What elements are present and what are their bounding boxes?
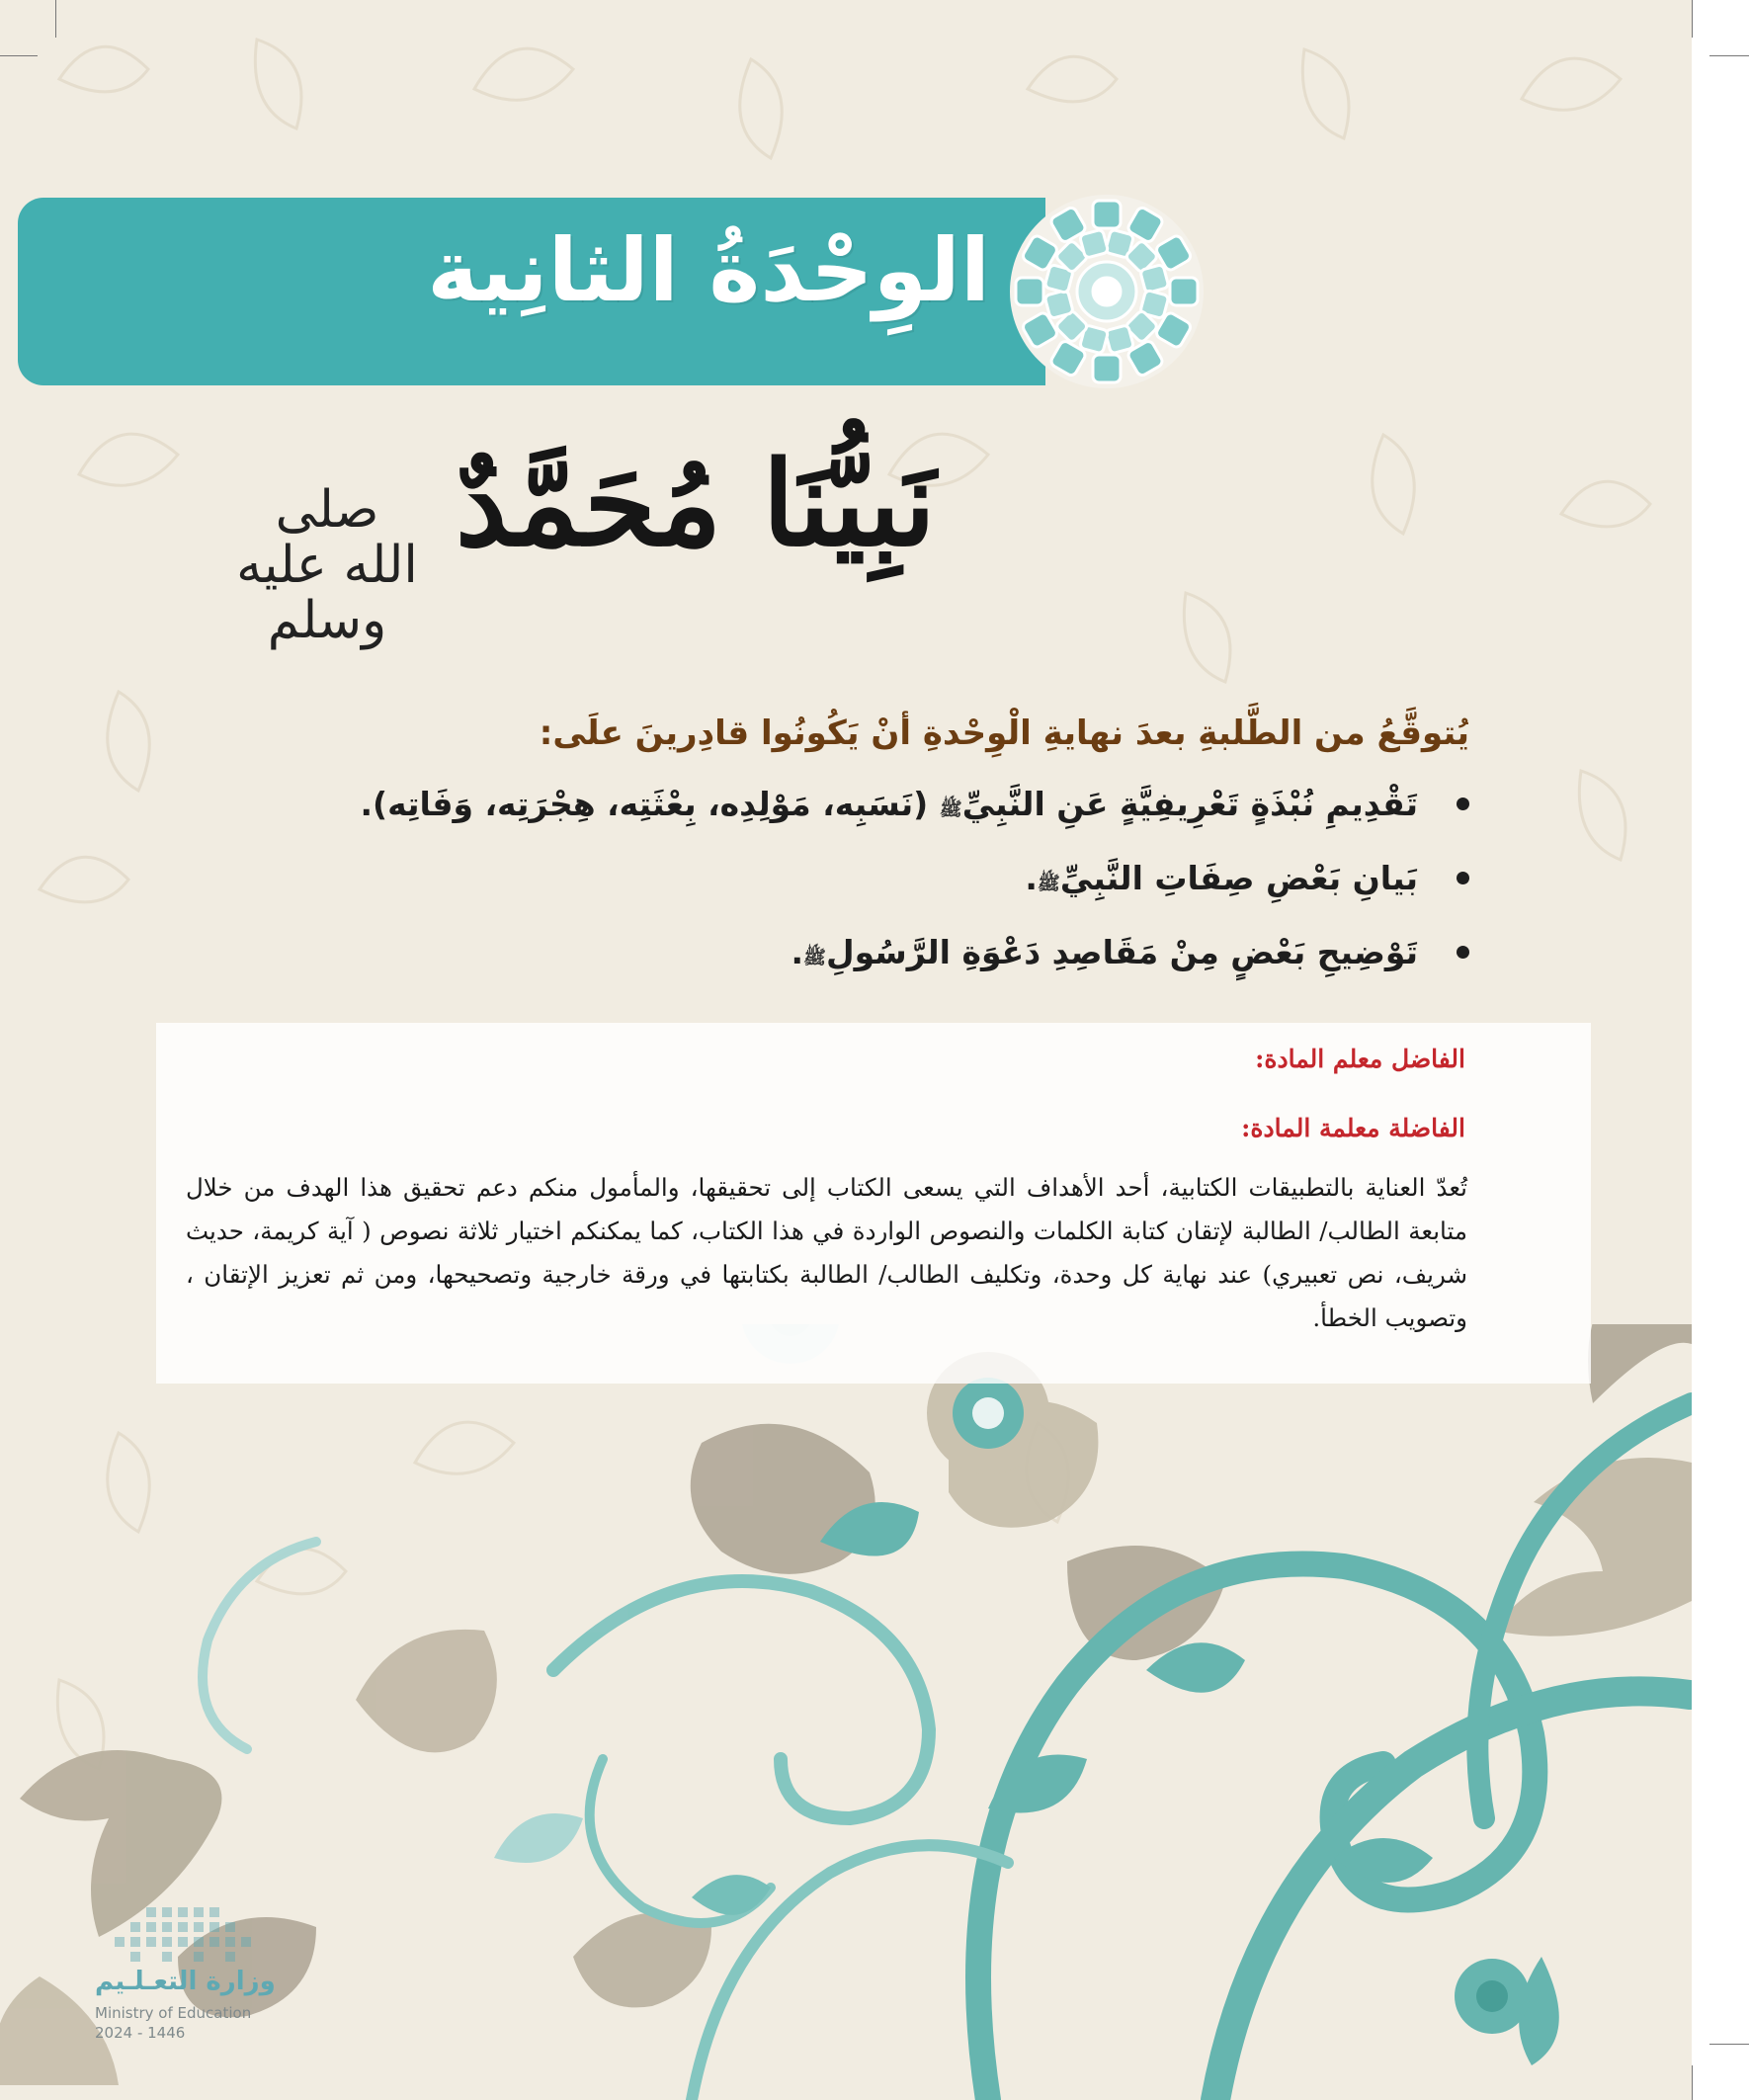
teacher-note-body: تُعدّ العناية بالتطبيقات الكتابية، أحد الأهداف التي يسعى الكتاب إلى تحقيقها، والمأمول منكم دعم تحقيق هذا الهدف من خلال متابعة الطالب/ الطالبة لإتقان كتابة الكلمات والنصوص الواردة في هذا الكتاب، كما يمكنكم اختيار ثلاثة نصوص ( آية كريمة، حديث شريف، نص تعبيري) عند نهاية كل وحدة، وتكليف الطالب/ الطالبة بكتابتها في ورقة خارجية وتصحيحها، ومن ثم تعزيز الإتقان ، وتصويب الخطأ. — [186, 1173, 1468, 1332]
ministry-name-english: Ministry of Education — [95, 2004, 252, 2022]
note-label-female-teacher: الفاضلة معلمة المادة: — [1241, 1114, 1465, 1142]
objective-text: تَقْدِيمِ نُبْذَةٍ تَعْرِيفِيَّةٍ عَنِ النَّبِيِّ — [961, 785, 1418, 823]
crop-mark — [0, 55, 38, 56]
objective-tail: . — [791, 933, 804, 971]
ministry-year: 2024 - 1446 — [95, 2024, 186, 2042]
honorific-mark: ﷺ — [939, 798, 962, 820]
honorific-mark: ﷺ — [803, 947, 826, 968]
unit-title: الوِحْدَةُ الثانِية — [427, 219, 990, 321]
teacher-note-box — [156, 1023, 1591, 1384]
crop-mark — [55, 0, 56, 38]
bullet-icon — [1457, 946, 1469, 959]
crop-mark — [1709, 55, 1749, 56]
lesson-title: نَبِيُّنَا مُحَمَّدٌ — [455, 435, 936, 572]
crop-mark — [1692, 0, 1693, 38]
lesson-title-honorific: صلى الله عليه وسلم — [236, 480, 418, 650]
honorific-mark: ﷺ — [1037, 873, 1060, 894]
objective-tail: (نَسَبِه، مَوْلِدِه، بِعْثَتِه، هِجْرَتِه، وَفَاتِه). — [360, 785, 940, 823]
objective-tail: . — [1025, 859, 1038, 897]
crop-mark — [1709, 2044, 1749, 2045]
objective-item — [360, 855, 1469, 907]
crop-mark — [1692, 2065, 1693, 2100]
bullet-icon — [1457, 872, 1469, 884]
ministry-name-arabic: وزارة التعـلـيم — [95, 1967, 276, 1996]
objective-item — [360, 929, 1469, 981]
objectives-intro: يُتوقَّعُ من الطَّلبةِ بعدَ نهايةِ الْوِحْدةِ أنْ يَكُونُوا قادِرينَ علَى: — [539, 714, 1469, 753]
objective-text: تَوْضِيحِ بَعْضٍ مِنْ مَقَاصِدِ دَعْوَةِ الرَّسُولِ — [825, 933, 1418, 971]
objective-item — [360, 781, 1469, 833]
bullet-icon — [1457, 798, 1469, 810]
objectives-list — [360, 781, 1469, 1003]
rosette-ornament-icon — [993, 193, 1220, 390]
note-label-male-teacher: الفاضل معلم المادة: — [1255, 1045, 1465, 1073]
objective-text: بَيانِ بَعْضِ صِفَاتِ النَّبِيِّ — [1059, 859, 1418, 897]
